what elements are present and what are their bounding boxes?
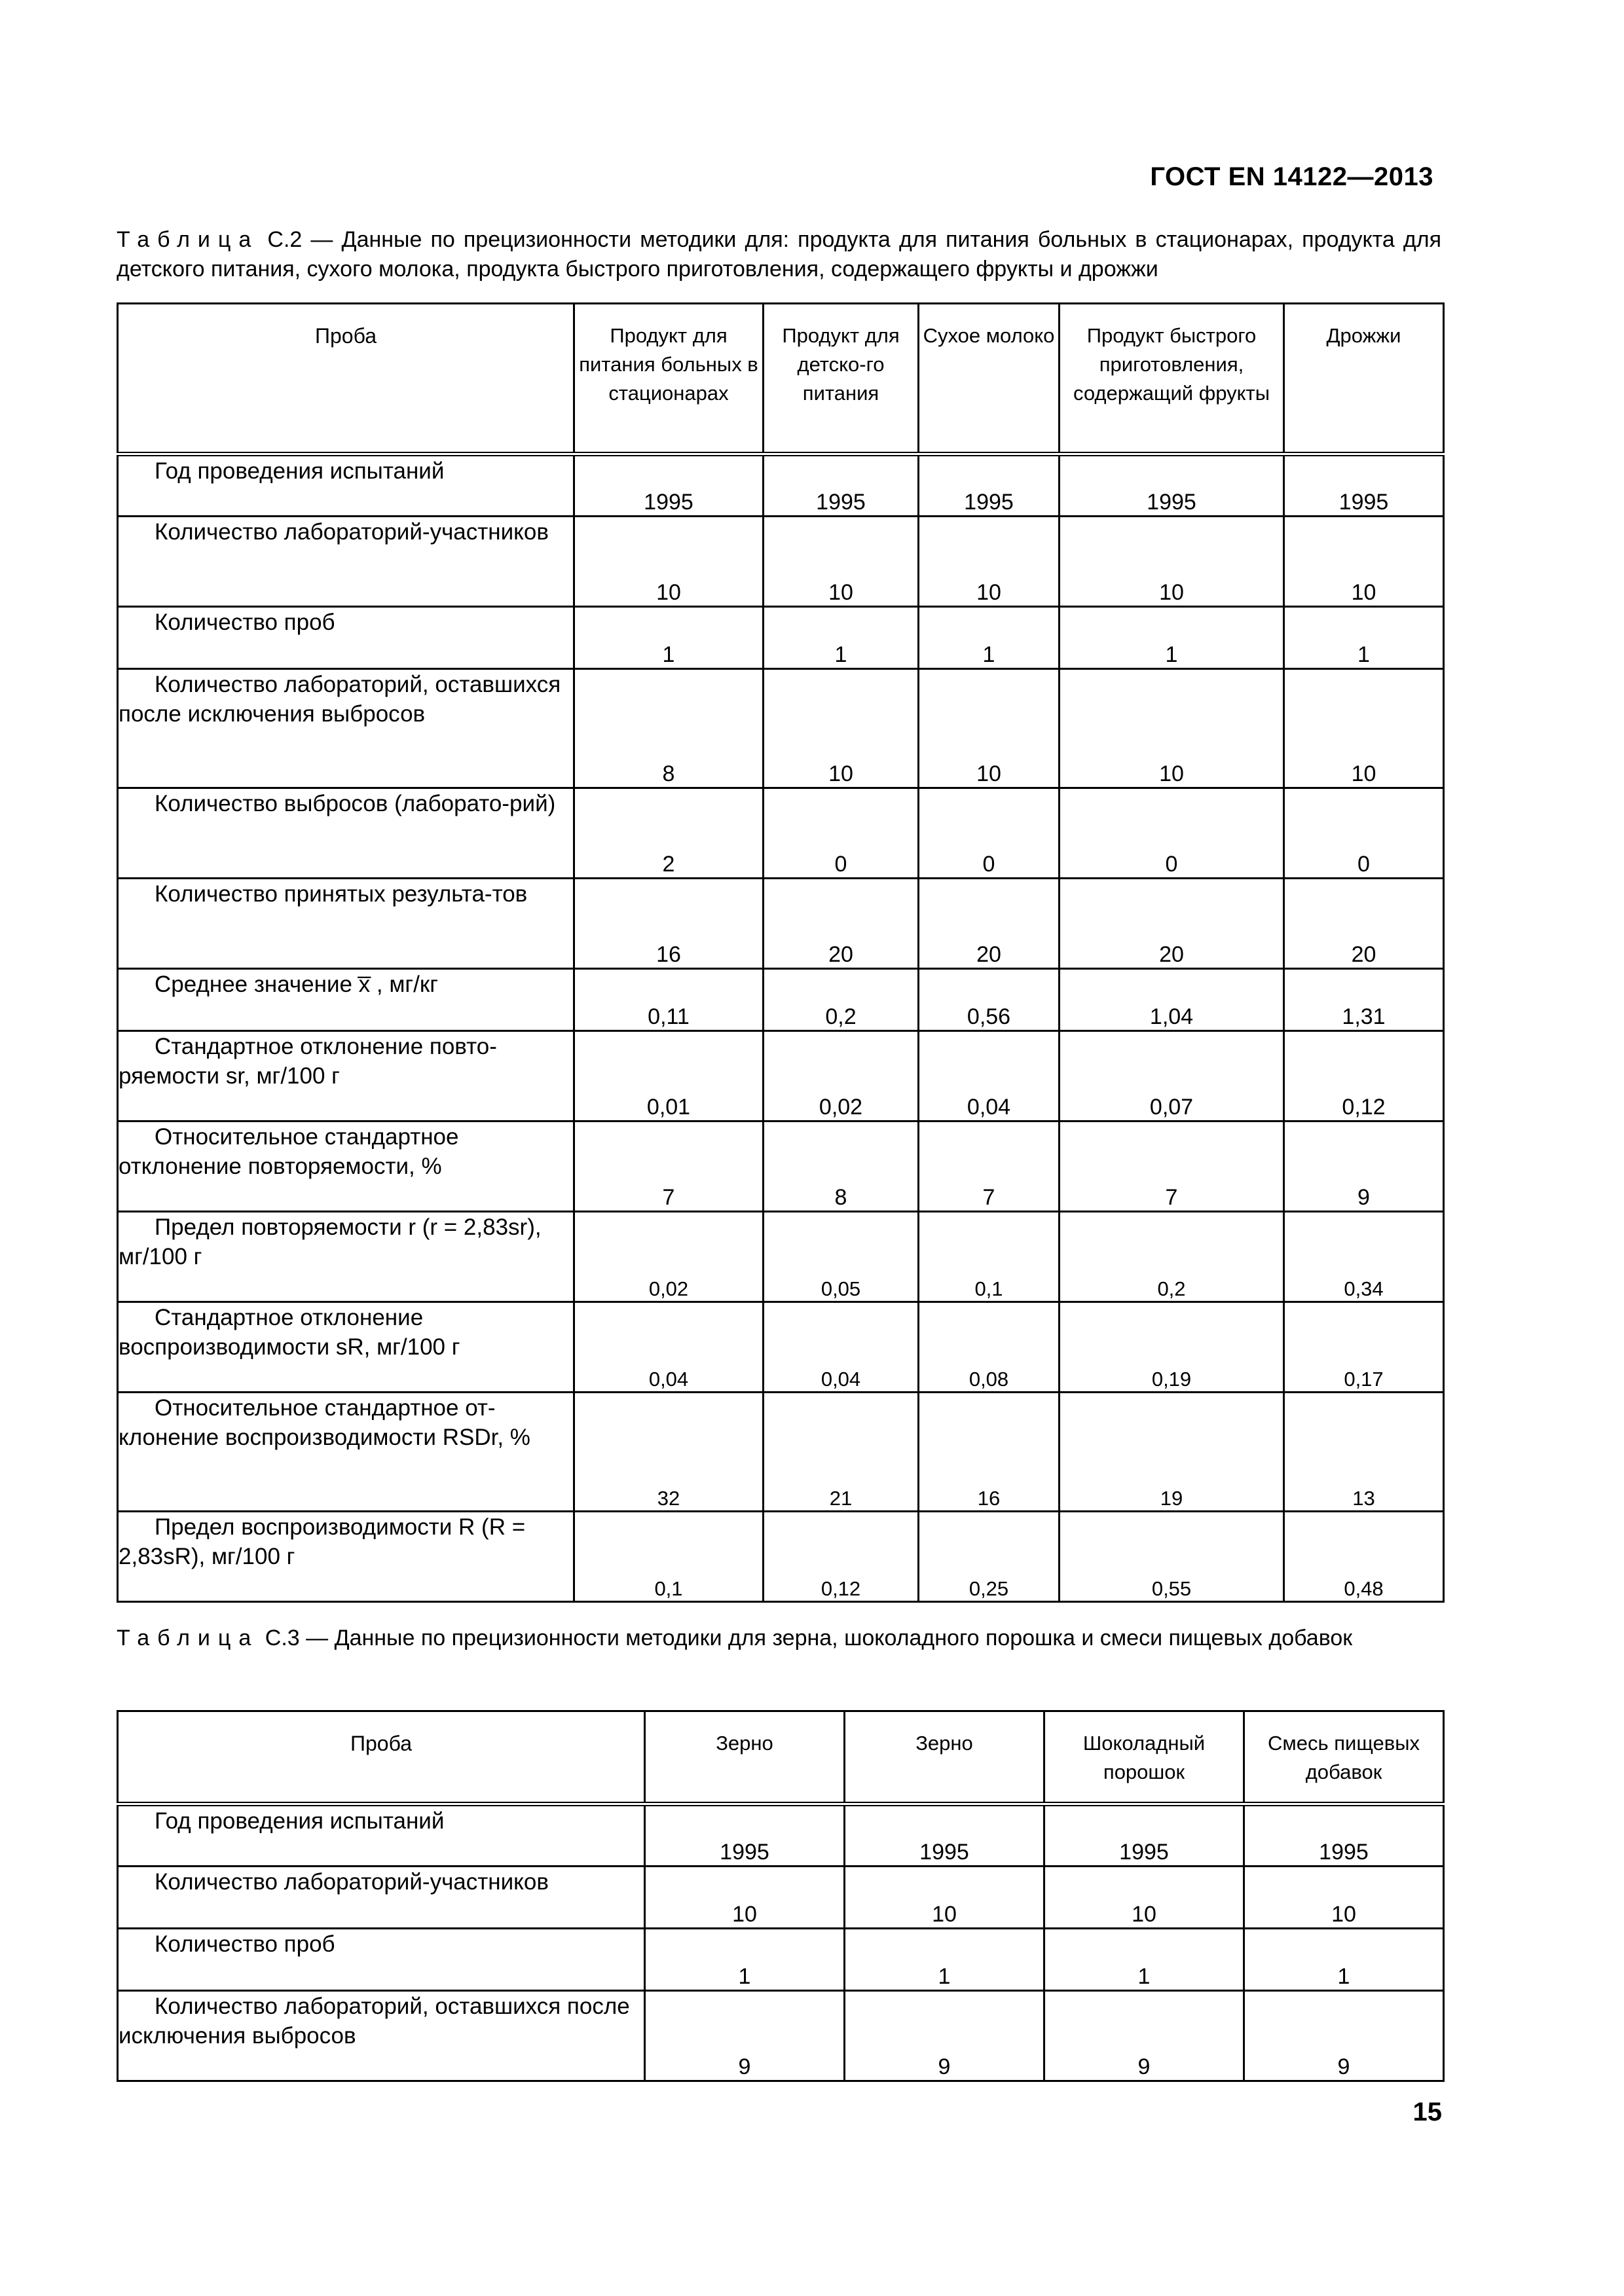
cell-value: 0,19	[1060, 1302, 1284, 1393]
row-label: Количество проб	[118, 607, 574, 669]
cell-value: 0,02	[764, 1031, 919, 1121]
column-header: Дрожжи	[1284, 304, 1444, 454]
cell-value: 2	[574, 788, 764, 879]
caption-label: Таблица	[117, 1626, 259, 1650]
table-row	[118, 517, 1444, 607]
table-c2-caption	[117, 225, 1441, 284]
cell-value: 0,07	[1060, 1031, 1284, 1121]
row-label: Количество лабораторий-участников	[118, 1867, 645, 1929]
table-row	[118, 879, 1444, 969]
cell-value: 10	[1244, 1867, 1444, 1929]
table-header-row	[118, 1711, 1444, 1804]
cell-value: 1	[1284, 607, 1444, 669]
cell-value: 9	[1244, 1991, 1444, 2081]
cell-value: 21	[764, 1393, 919, 1512]
cell-value: 0,05	[764, 1212, 919, 1302]
row-label: Количество принятых результа-тов	[118, 879, 574, 969]
cell-value: 20	[764, 879, 919, 969]
cell-value: 9	[845, 1991, 1044, 2081]
cell-value: 20	[1060, 879, 1284, 969]
table-row	[118, 1121, 1444, 1212]
cell-value: 0,1	[574, 1512, 764, 1602]
cell-value: 1	[1060, 607, 1284, 669]
caption-label: Таблица	[117, 227, 259, 252]
cell-value: 1	[919, 607, 1060, 669]
column-header: Сухое молоко	[919, 304, 1060, 454]
column-header: Смесь пищевых добавок	[1244, 1711, 1444, 1804]
cell-value: 9	[645, 1991, 845, 2081]
cell-value: 32	[574, 1393, 764, 1512]
cell-value: 10	[1060, 517, 1284, 607]
table-row	[118, 788, 1444, 879]
cell-value: 20	[919, 879, 1060, 969]
cell-value: 7	[1060, 1121, 1284, 1212]
table-c3	[117, 1710, 1445, 2082]
cell-value: 0	[764, 788, 919, 879]
cell-value: 1995	[1060, 454, 1284, 517]
cell-value: 16	[574, 879, 764, 969]
row-label: Среднее значение x̅ , мг/кг	[118, 969, 574, 1031]
cell-value: 9	[1044, 1991, 1244, 2081]
cell-value: 1995	[764, 454, 919, 517]
cell-value: 0,04	[764, 1302, 919, 1393]
cell-value: 0,11	[574, 969, 764, 1031]
cell-value: 1,31	[1284, 969, 1444, 1031]
cell-value: 10	[919, 517, 1060, 607]
table-row	[118, 1991, 1444, 2081]
table-c3-caption	[117, 1624, 1441, 1653]
table-row	[118, 1929, 1444, 1991]
row-label: Относительное стандартное отклонение повторяемости, %	[118, 1121, 574, 1212]
cell-value: 0,04	[919, 1031, 1060, 1121]
row-label: Количество проб	[118, 1929, 645, 1991]
cell-value: 10	[919, 669, 1060, 788]
cell-value: 0,1	[919, 1212, 1060, 1302]
row-label: Стандартное отклонение воспроизводимости sR, мг/100 г	[118, 1302, 574, 1393]
row-label: Предел повторяемости r (r = 2,83sr), мг/100 г	[118, 1212, 574, 1302]
row-label: Стандартное отклонение повто-ряемости sr, мг/100 г	[118, 1031, 574, 1121]
cell-value: 1	[1244, 1929, 1444, 1991]
cell-value: 8	[574, 669, 764, 788]
cell-value: 1	[1044, 1929, 1244, 1991]
column-header: Зерно	[845, 1711, 1044, 1804]
cell-value: 10	[764, 517, 919, 607]
cell-value: 0,2	[1060, 1212, 1284, 1302]
cell-value: 0,04	[574, 1302, 764, 1393]
cell-value: 0	[1060, 788, 1284, 879]
column-header: Продукт быстрого приготовления, содержащий фрукты	[1060, 304, 1284, 454]
cell-value: 0,08	[919, 1302, 1060, 1393]
cell-value: 0,12	[1284, 1031, 1444, 1121]
cell-value: 1995	[845, 1804, 1044, 1867]
row-label: Год проведения испытаний	[118, 454, 574, 517]
row-label: Количество лабораторий, оставшихся после исключения выбросов	[118, 669, 574, 788]
table-row	[118, 454, 1444, 517]
cell-value: 0,01	[574, 1031, 764, 1121]
cell-value: 10	[1044, 1867, 1244, 1929]
cell-value: 10	[764, 669, 919, 788]
table-row	[118, 1302, 1444, 1393]
cell-value: 1	[645, 1929, 845, 1991]
cell-value: 0,17	[1284, 1302, 1444, 1393]
column-header: Продукт для питания больных в стационарах	[574, 304, 764, 454]
row-label: Количество лабораторий, оставшихся после исключения выбросов	[118, 1991, 645, 2081]
cell-value: 10	[645, 1867, 845, 1929]
cell-value: 0,12	[764, 1512, 919, 1602]
cell-value: 0,25	[919, 1512, 1060, 1602]
cell-value: 0	[1284, 788, 1444, 879]
table-row	[118, 1867, 1444, 1929]
cell-value: 0,34	[1284, 1212, 1444, 1302]
document-id: ГОСТ EN 14122—2013	[1150, 162, 1433, 191]
cell-value: 10	[1060, 669, 1284, 788]
cell-value: 1	[764, 607, 919, 669]
cell-value: 10	[1284, 517, 1444, 607]
cell-value: 1995	[919, 454, 1060, 517]
row-label: Год проведения испытаний	[118, 1804, 645, 1867]
cell-value: 13	[1284, 1393, 1444, 1512]
table-row	[118, 1031, 1444, 1121]
row-label: Относительное стандартное от-клонение воспроизводимости RSDr, %	[118, 1393, 574, 1512]
table-c2	[117, 302, 1445, 1603]
cell-value: 1,04	[1060, 969, 1284, 1031]
caption-text: C.2 — Данные по прецизионности методики для: продукта для питания больных в стационарах, продукта для детского питания, сухого молока, продукта быстрого приготовления, содержащего фрукты и дрожжи	[117, 227, 1441, 282]
cell-value: 0,56	[919, 969, 1060, 1031]
table-row	[118, 969, 1444, 1031]
cell-value: 9	[1284, 1121, 1444, 1212]
cell-value: 0,48	[1284, 1512, 1444, 1602]
caption-text: C.3 — Данные по прецизионности методики для зерна, шоколадного порошка и смеси пищевых добавок	[265, 1626, 1353, 1650]
cell-value: 1	[845, 1929, 1044, 1991]
table-row	[118, 1393, 1444, 1512]
row-label: Количество лабораторий-участников	[118, 517, 574, 607]
column-header: Зерно	[645, 1711, 845, 1804]
page-number: 15	[1412, 2098, 1442, 2126]
table-row	[118, 1804, 1444, 1867]
cell-value: 8	[764, 1121, 919, 1212]
row-label: Предел воспроизводимости R (R = 2,83sR), мг/100 г	[118, 1512, 574, 1602]
column-header: Продукт для детско-го питания	[764, 304, 919, 454]
cell-value: 1995	[1044, 1804, 1244, 1867]
cell-value: 10	[574, 517, 764, 607]
cell-value: 0	[919, 788, 1060, 879]
cell-value: 0,55	[1060, 1512, 1284, 1602]
cell-value: 1995	[1244, 1804, 1444, 1867]
column-header: Проба	[118, 1711, 645, 1804]
table-header-row	[118, 304, 1444, 454]
column-header: Шоколадный порошок	[1044, 1711, 1244, 1804]
table-row	[118, 1212, 1444, 1302]
table-row	[118, 1512, 1444, 1602]
column-header: Проба	[118, 304, 574, 454]
cell-value: 0,2	[764, 969, 919, 1031]
cell-value: 0,02	[574, 1212, 764, 1302]
cell-value: 1995	[1284, 454, 1444, 517]
table-row	[118, 607, 1444, 669]
row-label: Количество выбросов (лаборато-рий)	[118, 788, 574, 879]
cell-value: 1995	[574, 454, 764, 517]
cell-value: 10	[1284, 669, 1444, 788]
cell-value: 7	[919, 1121, 1060, 1212]
cell-value: 7	[574, 1121, 764, 1212]
cell-value: 20	[1284, 879, 1444, 969]
cell-value: 10	[845, 1867, 1044, 1929]
cell-value: 16	[919, 1393, 1060, 1512]
table-row	[118, 669, 1444, 788]
cell-value: 19	[1060, 1393, 1284, 1512]
cell-value: 1995	[645, 1804, 845, 1867]
cell-value: 1	[574, 607, 764, 669]
